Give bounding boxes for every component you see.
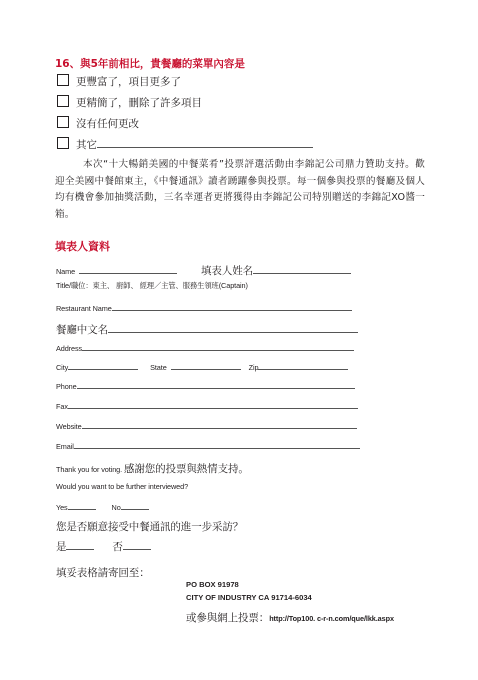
intro-paragraph (55, 157, 425, 223)
checkbox[interactable] (57, 137, 69, 149)
title-label: Title/職位：東主、 廚師、 經理／主管、服務生領班(Captain) (56, 281, 248, 290)
restaurant-cn-row (56, 322, 358, 337)
phone-field[interactable] (77, 387, 355, 389)
city-row (56, 363, 348, 372)
no-cn-label: 否 (112, 541, 123, 553)
city-label: City (56, 363, 69, 372)
checkbox[interactable] (57, 74, 69, 86)
website-label: Website (56, 422, 82, 431)
checkbox[interactable] (57, 95, 69, 107)
title-row (56, 281, 248, 291)
zip-label: Zip (248, 363, 259, 372)
email-label: Email (56, 442, 74, 451)
address-label: Address (56, 344, 83, 353)
email-row (56, 442, 360, 451)
yes-cn-field[interactable] (66, 548, 94, 550)
option-richer[interactable] (57, 74, 181, 89)
address-line-2: CITY OF INDUSTRY CA 91714-6034 (186, 593, 312, 602)
state-label: State (150, 363, 167, 372)
restaurant-row (56, 304, 352, 313)
option-no-change[interactable] (57, 116, 139, 131)
state-field[interactable] (171, 368, 241, 370)
name-cn-label: 填表人姓名 (201, 265, 254, 277)
fax-row (56, 402, 358, 411)
city-field[interactable] (68, 368, 138, 370)
option-other[interactable] (57, 137, 313, 152)
zip-field[interactable] (258, 368, 348, 370)
restaurant-label: Restaurant Name (56, 304, 112, 313)
yes-field[interactable] (68, 508, 96, 510)
option-label: 更豐富了，項目更多了 (76, 76, 181, 88)
thanks-en: Thank you for voting. (56, 465, 123, 474)
thanks-cn: 感謝您的投票與熱情支持。 (123, 463, 249, 475)
yes-label: Yes (56, 503, 68, 512)
website-row (56, 422, 357, 431)
name-field[interactable] (79, 272, 177, 274)
name-label: Name (56, 267, 76, 276)
interview-question-cn: 您是否願意接受中餐通訊的進一步采訪？ (56, 521, 244, 533)
restaurant-cn-label: 餐廳中文名 (56, 324, 108, 336)
yes-cn-label: 是 (56, 541, 67, 553)
yes-no-cn-row (56, 539, 151, 554)
website-field[interactable] (82, 427, 357, 429)
form-section-title: 填表人資料 (55, 240, 110, 253)
restaurant-field[interactable] (112, 309, 352, 311)
online-label: 或參與網上投票： (186, 612, 270, 624)
address-line-1: PO BOX 91978 (186, 580, 239, 589)
online-url[interactable]: http://Top100. c-r-n.com/que/lkk.aspx (269, 614, 394, 623)
online-row (186, 610, 394, 625)
address-field[interactable] (82, 349, 354, 351)
restaurant-cn-field[interactable] (108, 331, 358, 333)
intro-text: 本次“十大暢銷美國的中餐菜肴”投票評選活動由李錦記公司鼎力贊助支持。歡迎全美國中餐館東主，《中餐通訊》讀者踴躍參與投票。每一個參與投票的餐廳及個人均有機會參加抽獎活動，三名幸運者更將獲得由李錦記公司特別贈送的李錦記XO醬一箱。 (55, 159, 425, 220)
no-label: No (111, 503, 121, 512)
interview-question: Would you want to be further interviewed? (56, 482, 189, 491)
other-input-line[interactable] (97, 146, 313, 148)
option-label: 沒有任何更改 (76, 118, 139, 130)
fax-label: Fax (56, 402, 68, 411)
name-cn-field[interactable] (253, 272, 351, 274)
phone-label: Phone (56, 382, 77, 391)
mail-label: 填妥表格請寄回至： (56, 567, 150, 579)
thanks-row (56, 461, 249, 476)
yes-no-row (56, 503, 149, 512)
no-cn-field[interactable] (123, 548, 151, 550)
name-row (56, 263, 351, 278)
checkbox[interactable] (57, 116, 69, 128)
phone-row (56, 382, 355, 391)
no-field[interactable] (121, 508, 149, 510)
address-row (56, 344, 354, 353)
option-simpler[interactable] (57, 95, 202, 110)
fax-field[interactable] (68, 407, 358, 409)
option-label: 更精簡了，刪除了許多項目 (76, 97, 202, 109)
question-title: 16、與5年前相比，貴餐廳的菜單內容是 (55, 58, 245, 70)
email-field[interactable] (74, 447, 360, 449)
option-label: 其它 (76, 139, 97, 151)
